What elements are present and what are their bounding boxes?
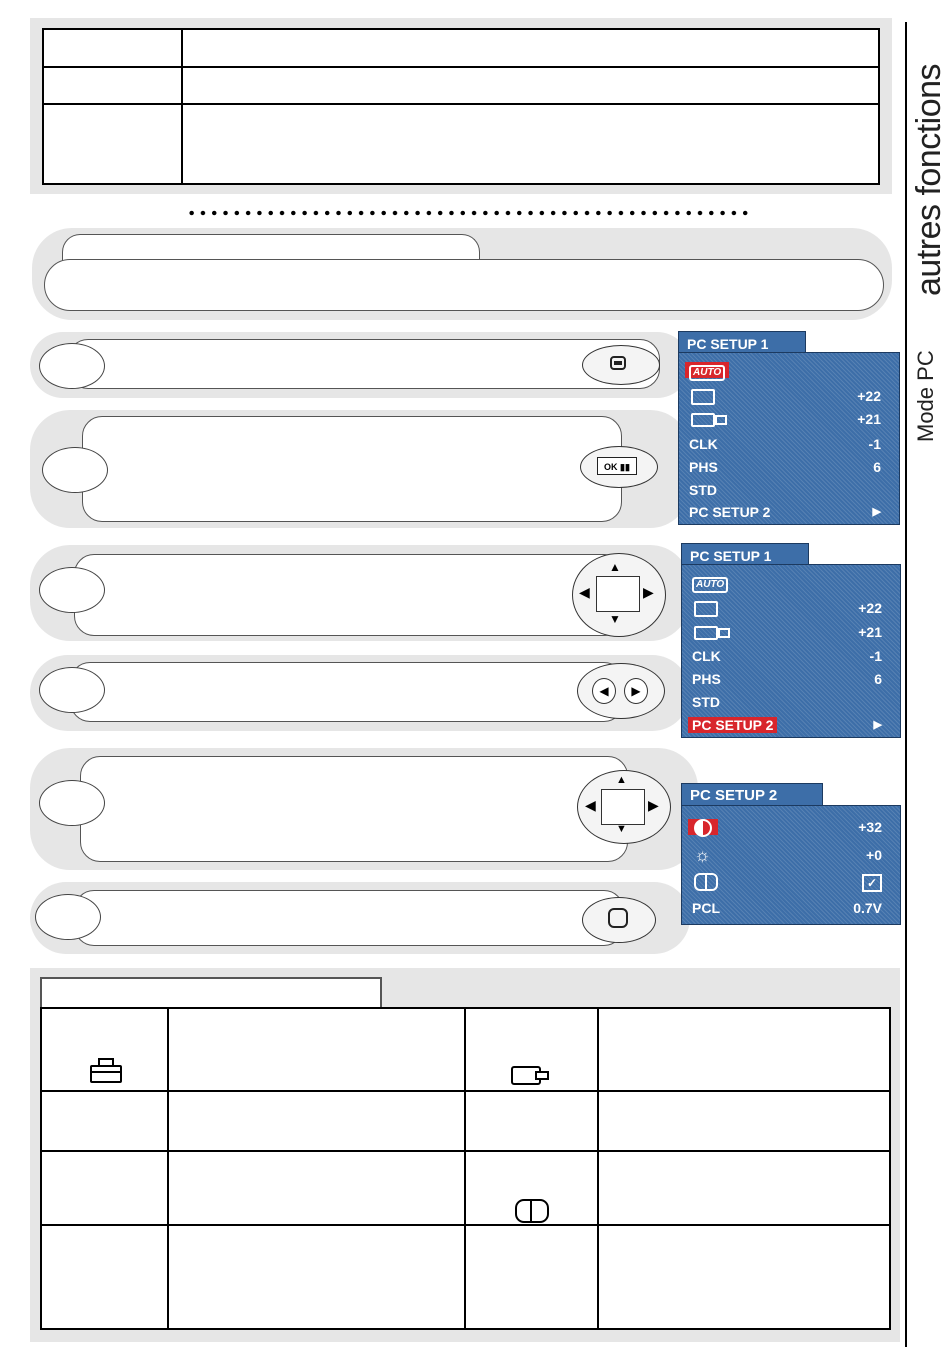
picture-frame-icon <box>694 873 718 891</box>
h-position-icon <box>694 601 718 617</box>
auto-icon: AUTO <box>692 577 728 593</box>
arrow-left-icon[interactable]: ◀ <box>579 584 590 600</box>
step-6-box <box>74 890 624 946</box>
dotted-separator <box>186 210 752 216</box>
arrow-up-icon[interactable]: ▲ <box>609 560 621 574</box>
left-right-buttons[interactable] <box>577 663 665 719</box>
intro-box <box>44 259 884 311</box>
osd3-panel: +32 ☼ +0 ✓ PCL 0.7V <box>681 805 901 925</box>
arrow-down-icon[interactable]: ▼ <box>609 612 621 626</box>
ok-label: OK <box>604 462 618 472</box>
step-1-box <box>68 339 660 389</box>
auto-icon: AUTO <box>689 365 725 381</box>
osd1-panel: AUTO +22 +21 CLK -1 PHS 6 STD PC SETUP 2 ▶ <box>678 352 900 525</box>
step-4-box <box>70 662 624 722</box>
contrast-icon <box>694 819 712 837</box>
arrow-left-icon[interactable]: ◀ <box>592 678 616 704</box>
step-3-box <box>74 554 624 636</box>
h-position-icon <box>691 389 715 405</box>
step-6-number <box>35 894 101 940</box>
exit-button[interactable] <box>582 897 656 943</box>
tv-icon <box>608 908 628 928</box>
navigation-pad[interactable] <box>572 553 666 637</box>
step-2-number <box>42 447 108 493</box>
h-position-icon <box>90 1065 122 1083</box>
navigation-pad-2[interactable] <box>577 770 671 844</box>
step-2-box <box>82 416 622 522</box>
v-position-icon <box>691 413 715 427</box>
arrow-right-icon[interactable]: ▶ <box>643 584 654 600</box>
brightness-icon: ☼ <box>694 845 711 865</box>
bottom-table <box>40 1007 891 1330</box>
osd2-tab: PC SETUP 1 <box>681 543 809 565</box>
step-4-number <box>39 667 105 713</box>
osd2-panel: AUTO +22 +21 CLK -1 PHS 6 STD PC SETUP 2 ▶ <box>681 564 901 738</box>
section-title: autres fonctions <box>910 63 948 296</box>
v-position-icon <box>694 626 718 640</box>
top-table <box>42 28 880 185</box>
ok-button[interactable]: OK ▮▮ <box>580 446 658 488</box>
arrow-up-icon[interactable]: ▲ <box>616 774 627 786</box>
osd3-tab: PC SETUP 2 <box>681 783 823 805</box>
arrow-down-icon[interactable]: ▼ <box>616 823 627 835</box>
sidebar-rule <box>905 22 907 1347</box>
menu-button[interactable] <box>582 345 660 385</box>
arrow-right-icon[interactable]: ▶ <box>648 797 659 813</box>
step-1-number <box>39 343 105 389</box>
arrow-left-icon[interactable]: ◀ <box>585 797 596 813</box>
bottom-tab <box>40 977 382 1007</box>
step-3-number <box>39 567 105 613</box>
step-5-box <box>80 756 628 862</box>
arrow-right-icon[interactable]: ▶ <box>624 678 648 704</box>
step-5-number <box>39 780 105 826</box>
mode-label: Mode PC <box>913 350 938 442</box>
picture-frame-icon <box>515 1199 549 1223</box>
osd1-tab: PC SETUP 1 <box>678 331 806 353</box>
